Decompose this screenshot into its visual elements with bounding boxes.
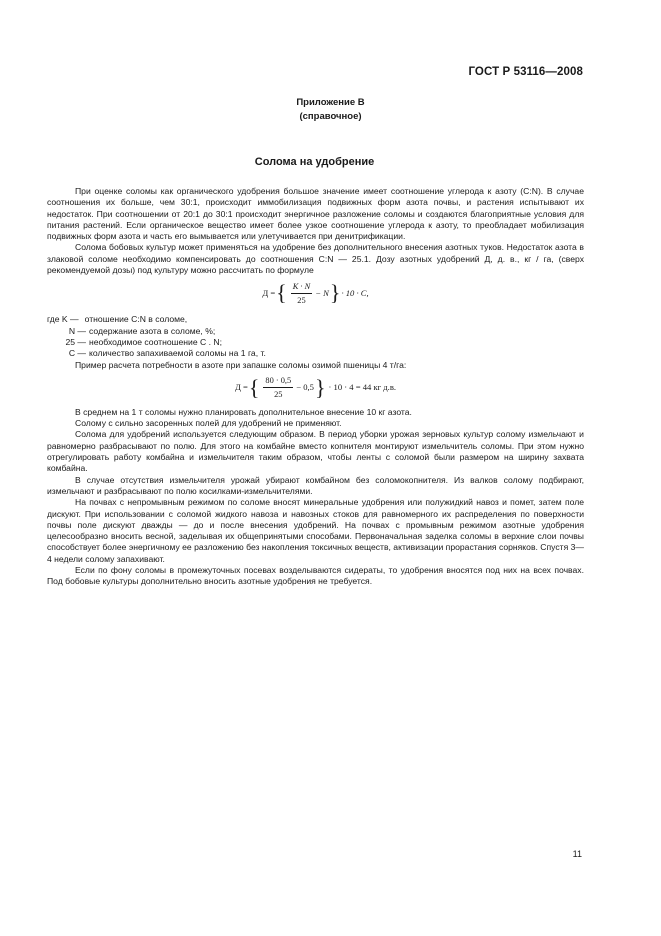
definition-symbol: N — (68, 325, 86, 336)
paragraph-intro: При оценке соломы как органического удобрения большое значение имеет соотношение углерода к азоту (C:N). В случае соотношения их больше, чем 30:1, происходит иммобилизация подвижных форм азота почвы, и растения испытывают их недостаток. При соотношении от 20:1 до 30:1 происходит энергичное разложение соломы и создаются благоприятные условия для питания растений. Если органическое вещество имеет более узкое соотношение углерода к азоту, то преобладает мобилизация подвижных форм азота и часть его вымывается или улетучивается при денитрификации. (47, 186, 584, 242)
fraction-denominator: 25 (274, 390, 283, 400)
definition-symbol: где K — (47, 314, 79, 325)
appendix-heading (0, 96, 661, 123)
right-brace: } (329, 280, 341, 306)
formula-lhs: Д = (262, 287, 276, 298)
definition-text: количество запахиваемой соломы на 1 га, т. (89, 348, 266, 359)
paragraph-example-intro: Пример расчета потребности в азоте при запашке соломы озимой пшеницы 4 т/га: (75, 359, 407, 370)
definition-row (47, 314, 584, 325)
definition-row (47, 337, 584, 348)
fraction-denominator: 25 (297, 295, 306, 305)
formula-minus-term: − 0,5 (296, 382, 314, 393)
definitions-list (47, 314, 584, 359)
paragraph-no-chopper: В случае отсутствия измельчителя урожай убирают комбайном без соломокопнителя. Из валков солому подбирают, измельчают и разбрасывают по полю косилками-измельчителями. (47, 474, 584, 496)
paragraph-green-manure: Если по фону соломы в промежуточных посевах возделываются сидераты, то удобрения вносятся под них на всех почвах. Под бобовые культуры дополнительно вносить азотные удобрения не требуется. (47, 565, 584, 587)
appendix-type: (справочное) (299, 110, 362, 122)
left-brace: { (248, 374, 260, 400)
page-number: 11 (572, 849, 582, 859)
paragraph-weedy-fields: Солому с сильно засоренных полей для удобрений не применяют. (75, 418, 342, 429)
definition-text: содержание азота в соломе, %; (89, 325, 216, 336)
paragraph-legume-straw: Солома бобовых культур может применяться на удобрение без дополнительного внесения азотных туков. Недостаток азота в злаковой соломе необходимо компенсировать до соотношения C:N — 25.1. Дозу азотных удобрений Д, д. в., кг / га, (сверх рекомендуемой дозы) под культуру можно рассчитать по формуле (47, 242, 584, 276)
definition-symbol: 25 — (65, 336, 86, 347)
formula-tail: · 10 · C, (341, 287, 369, 298)
right-brace: } (314, 374, 326, 400)
definition-text: отношение C:N в соломе, (84, 314, 188, 325)
definition-text: необходимое соотношение C . N; (89, 336, 222, 347)
paragraph-average: В среднем на 1 т соломы нужно планировать дополнительное внесение 10 кг азота. (75, 406, 412, 417)
definition-symbol: C — (68, 348, 86, 359)
formula-fraction (291, 281, 312, 307)
appendix-name: Приложение В (296, 97, 365, 108)
formula-lhs: Д = (234, 382, 248, 393)
left-brace: { (276, 280, 287, 306)
formula-nitrogen-dose (47, 278, 584, 308)
paragraph-usage: Солома для удобрений используется следующим образом. В период уборки урожая зерновых культур солому измельчают и равномерно разбрасывают по полю. Для этого на комбайне вместо копнителя монтируют измельчитель соломы. При этом нужно отрегулировать работу комбайна и измельчителя таким образом, чтобы ленты с соломой были размером на ширину захвата комбайна. (47, 429, 584, 474)
formula-example (47, 373, 584, 403)
document-body (47, 186, 584, 588)
fraction-numerator: K · N (291, 281, 312, 294)
document-code: ГОСТ Р 53116—2008 (468, 66, 583, 78)
formula-minus-term: − N (315, 287, 329, 298)
formula-tail: · 10 · 4 = 44 кг д.в. (328, 382, 397, 393)
formula-fraction (263, 375, 293, 401)
section-title: Солома на удобрение (254, 156, 375, 168)
definition-row (47, 326, 584, 337)
definition-row (47, 348, 584, 359)
paragraph-soil-regime: На почвах с непромывным режимом по соломе вносят минеральные удобрения или полужидкий навоз и помет, затем поле дискуют. При использовании с соломой жидкого навоза и навозных стоков для равномерного их распределения по поверхности почвы поле дискуют дважды — до и после внесения удобрений. На почвах с промывным режимом азотные удобрения целесообразно вносить весной, заделывая их общепринятыми способами. Первоначальная заделка соломы в верхние слои почвы способствует более энергичному ее разложению без накопления токсичных веществ, активизации прорастания сорняков. Спустя 3—4 недели солому запахивают. (47, 497, 584, 564)
fraction-numerator: 80 · 0,5 (263, 375, 293, 388)
